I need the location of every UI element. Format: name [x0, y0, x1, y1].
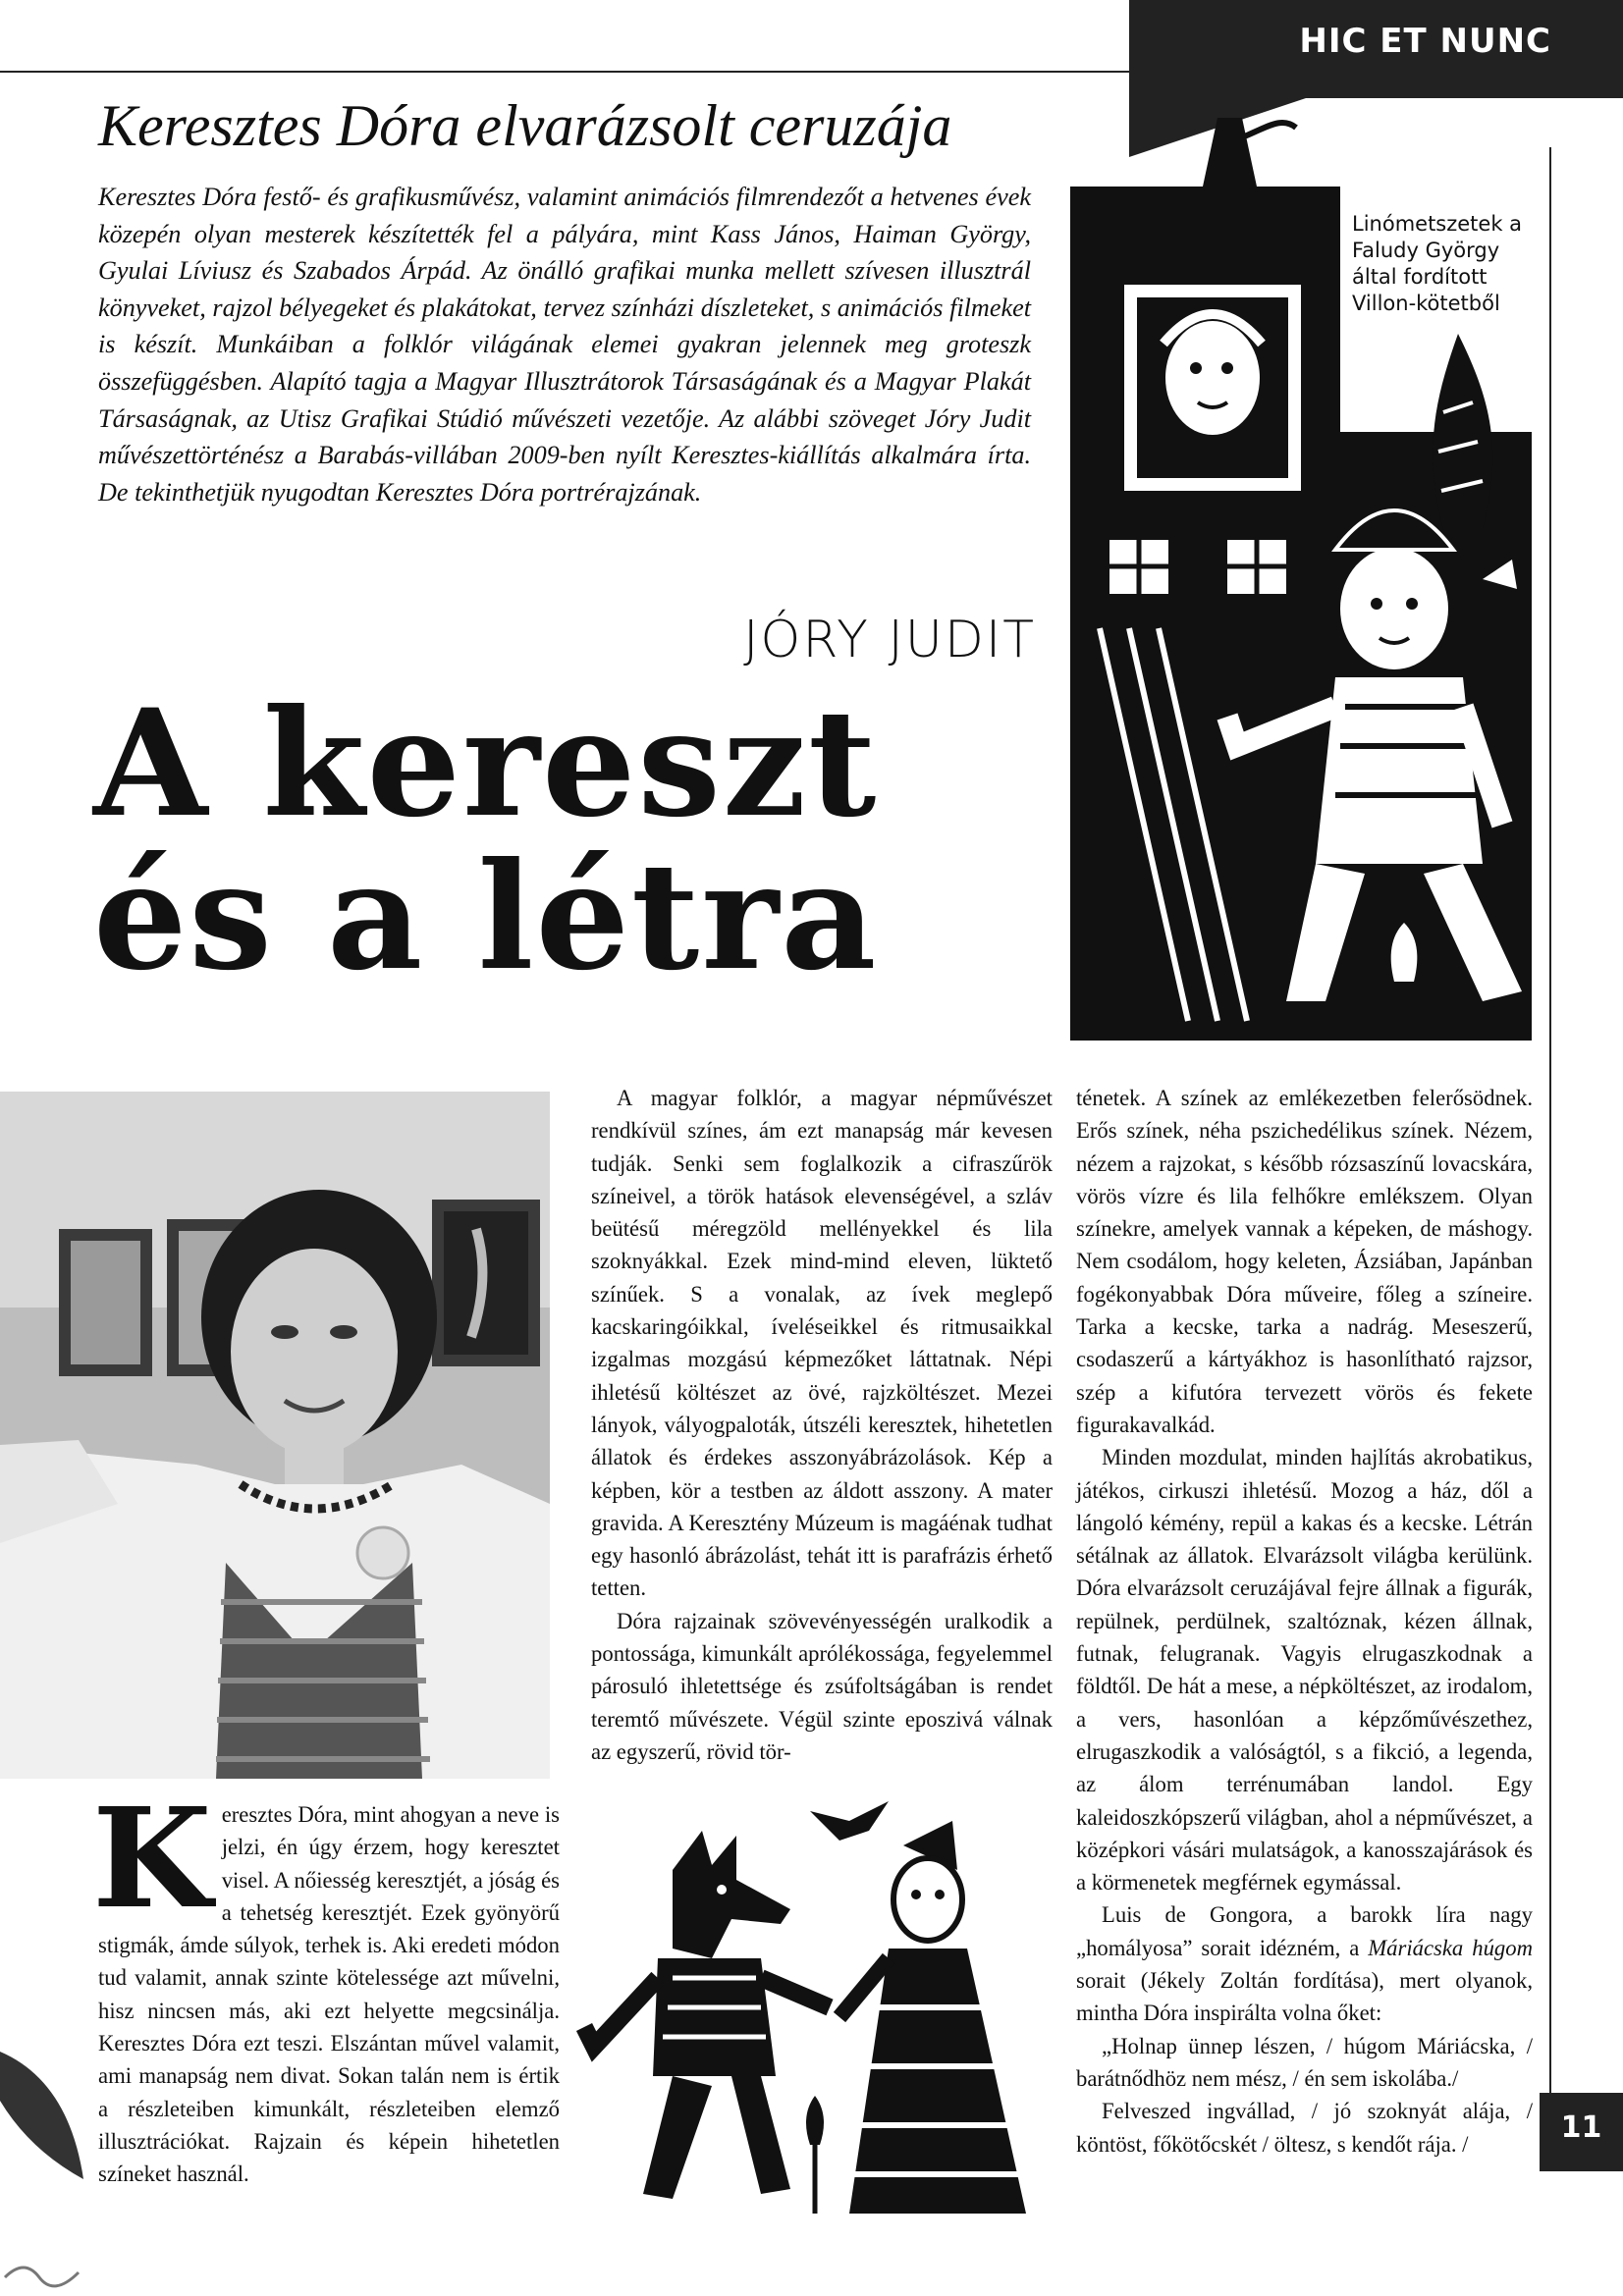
paragraph — [1076, 1898, 1533, 2029]
paragraph: ténetek. A színek az emlékezetben felerősödnek. Erős színek, néha pszichedélikus színek. Nézem, nézem a rajzokat, s később rózsaszínű lovacskára, vörös vízre és lila felhőkre emlékszem. Olyan színekre, amelyek vannak a képeken, de máshogy. Nem csodálom, hogy keleten, Ázsiában, Japánban fogékonyabbak Dóra műveire, főleg a színeire. Tarka a kecske, tarka a nadrág. Meseszerű, csodaszerű a kártyákhoz is hasonlítható rajzsor, szép a kifutóra tervezett vörös és fekete figurakavalkád. — [1076, 1086, 1533, 1437]
paragraph: eresztes Dóra, mint ahogyan a neve is jelzi, én úgy érzem, hogy keresztet visel. A nőiesség keresztjét, a jóság és a tehetség keresztjét. Ezek gyönyörű stigmák, ámde súlyok, terhek is. Aki eredeti módon tud valamit, annak szinte kötelessége azt művelni, hisz nincsen más, aki ezt helyette megcsinálja. Keresztes Dóra ezt teszi. Elszántan művel valamit, ami manapság nem divat. Sokan talán nem is értik a részleteiben kimunkált, részleteiben elemző illusztrációkat. Rajzain és képein hihetetlen színeket használ. — [98, 1802, 560, 2187]
paragraph: Minden mozdulat, minden hajlítás akrobatikus, játékos, cirkuszi ihletésű. Mozog a ház, dől a lángoló kémény, repül a kakas és a kecske. Létrán sétálnak az állatok. Elvarázsolt világba kerülünk. Dóra elvarázsolt ceruzájával fejre állnak a figurák, repülnek, perdülnek, szaltóznak, kézen állnak, futnak, felugranak. Vagyis elrugaszkodnak a földtől. De hát a mese, a népköltészet, az irodalom, a vers, hasonlóan a képzőművészethez, elrugaszkodik a valóságtól, s a fikció, a legenda, az álom terrénumában landol. Egy kaleidoszkópszerű világban, ahol a népművészet, a középkori vásári mulatságok, a kanosszajárások és a körmenetek megférnek egymással. — [1076, 1445, 1533, 1896]
headline-line-2: és a létra — [93, 830, 879, 1003]
image-caption: Linómetszetek a Faludy György által fordított Villon-kötetből — [1352, 212, 1523, 315]
section-label: HIC ET NUNC — [1299, 22, 1551, 61]
article-title: Keresztes Dóra elvarázsolt ceruzája — [98, 93, 952, 158]
paragraph: A magyar folklór, a magyar népművészet rendkívül színes, ám ezt manapság már kevesen tudják. Senki sem foglalkozik a cifraszűrök színeivel, a török hatások elevenségével, a szláv beütésű méregzöld mellényekkel és lila szoknyákkal. Ezek mind-mind eleven, lüktető színűek. S a vonalak, az ívek meglepő kacskaringóikkal, íveléseikkel és ritmusaikkal izgalmas mozgású képmezőket láttatnak. Népi ihletésű költészet az övé, rajzköltészet. Mezei lányok, vályogpaloták, útszéli keresztek, hihetetlen állatok és érdekes asszonyábrázolások. Kép a képben, kör a testben az áldott asszony. A mater gravida. A Keresztény Múzeum is magáénak tudhat egy hasonló ábrázolást, tehát itt is parafrázis érhető tetten. — [591, 1086, 1053, 1601]
column-left — [92, 1779, 560, 2191]
poem-verse: „Holnap ünnep lészen, / húgom Máriácska, / barátnődhöz nem mész, / én sem iskolába./ — [1076, 2033, 1533, 2091]
article-intro: Keresztes Dóra festő- és grafikusművész, valamint animációs filmrendezőt a hetvenes évek közepén olyan mesterek készítették fel a pályára, mint Kass János, Haiman György, Gyulai Líviusz és Szabados Árpád. Az önálló grafikai munka mellett szívesen illusztrál könyveket, rajzol bélyegeket és plakátokat, tervez színházi díszleteket, s animációs filmeket is készít. Munkáiban a folklór világának elemei gyakran jelennek meg groteszk összefüggésben. Alapító tagja a Magyar Illusztrátorok Társaságának és a Magyar Plakát Társaságnak, az Utisz Grafikai Stúdió művészeti vezetője. Az alábbi szöveget Jóry Judit művészettörténész a Barabás-villában 2009-ben nyílt Keresztes-kiállítás alkalmára írta. De tekinthetjük nyugodtan Keresztes Dóra portrérajzának. — [98, 183, 1031, 507]
poem-verse: Felveszed ingvállad, / jó szoknyát alája, / köntöst, főkötőcskét / öltesz, s kendőt rája. / — [1076, 2099, 1533, 2157]
signature-mark — [0, 2248, 98, 2296]
leaf-decoration — [0, 2042, 88, 2189]
headline — [93, 677, 1085, 1003]
text-run: Luis de Gongora, a barokk líra nagy „homályosa” sorait idézném, a — [1076, 1902, 1533, 1960]
right-rule — [1549, 147, 1551, 2101]
column-middle — [591, 1082, 1053, 1768]
poem-title: Máriácska húgom — [1368, 1935, 1533, 1960]
headline-line-1: A kereszt — [93, 677, 879, 850]
article-author: JÓRY JUDIT — [743, 611, 1036, 669]
paragraph: Dóra rajzainak szövevényességén uralkodik a pontossága, kimunkált aprólékossága, fegyelemmel párosuló ihletettsége és zsúfoltságában is rendet teremtő művészete. Végül szinte eposzivá válnak az egyszerű, rövid tör- — [591, 1608, 1053, 1764]
column-right — [1076, 1082, 1533, 2161]
page-number: 11 — [1560, 2110, 1602, 2145]
text-run: sorait (Jékely Zoltán fordítása), mert olyanok, mintha Dóra inspirálta volna őket: — [1076, 1968, 1533, 2026]
dancers-illustration — [565, 1752, 1085, 2233]
drop-cap: K — [92, 1779, 212, 1940]
top-rule — [0, 71, 1129, 73]
portrait-photo — [0, 1092, 550, 1779]
